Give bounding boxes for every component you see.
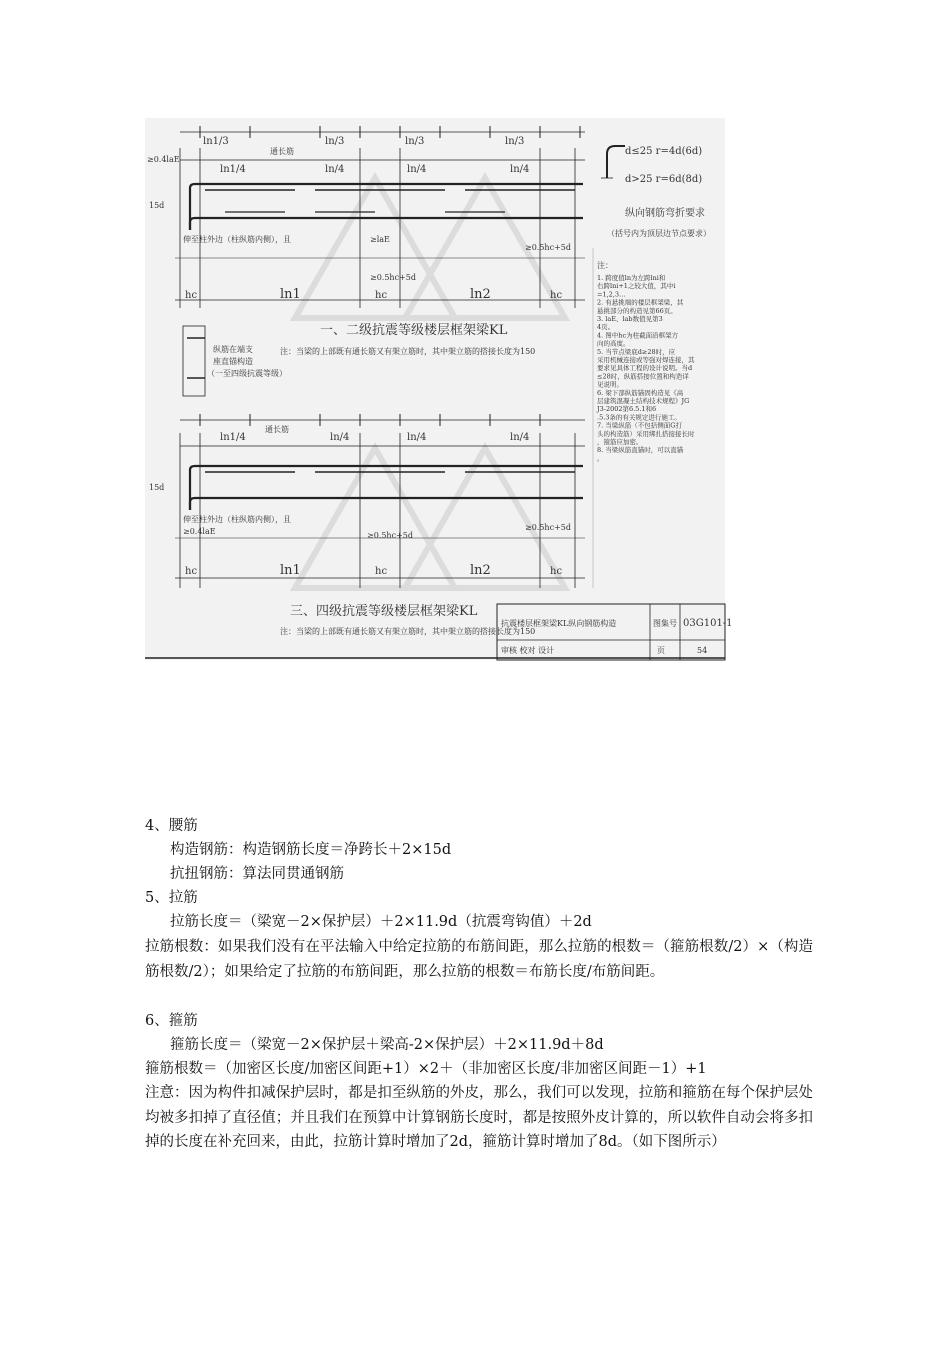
note-line-8: 8. 当梁纵筋直锚时，可以直锚 — [597, 446, 684, 455]
line-stirrup-count: 箍筋根数＝（加密区长度/加密区间距+1）×2＋（非加密区长度/非加密区间距－1）+1 — [145, 1061, 707, 1077]
label-05hc-top: ≥0.5hc+5d — [370, 273, 416, 282]
tb-atlas: 03G101-1 — [683, 618, 733, 629]
label-ln1-top: ln1 — [280, 287, 301, 302]
notes-list — [596, 273, 695, 462]
bend-sub: （括号内为顶层边节点要求） — [607, 229, 711, 238]
label-05hc-bottom: ≥0.5hc+5d — [367, 531, 413, 540]
note-line-4: 向的高度。 — [597, 339, 630, 348]
notes-title: 注： — [597, 261, 613, 270]
anchor-label-1: 纵筋在端支 — [213, 345, 253, 354]
label-15d-bottom: 15d — [149, 483, 165, 492]
title-top: 一、二级抗震等级楼层框架梁KL — [320, 323, 508, 338]
heading-waist-bar: 4、腰筋 — [145, 818, 198, 834]
label-lae-top: ≥laE — [370, 235, 390, 244]
label-hc-top-a: hc — [185, 290, 198, 301]
heading-tie-bar: 5、拉筋 — [145, 890, 198, 906]
note-line-3: 4页。 — [597, 323, 615, 332]
note-line-5: 见说明。 — [597, 380, 623, 389]
note-bottom: 注：当梁的上部既有通长筋又有架立筋时，其中架立筋的搭接长度为150 — [280, 627, 536, 636]
title-bottom: 三、四级抗震等级楼层框架梁KL — [290, 604, 478, 619]
beam-reinforcement-drawing — [145, 118, 733, 660]
label-ln1-bottom: ln1 — [280, 563, 301, 578]
note-line-2: 悬挑部分的构造见第66页。 — [597, 306, 677, 315]
dim-ln-3-a: ln/3 — [325, 136, 345, 147]
bend-detail — [601, 146, 625, 178]
label-05hc-top-r: ≥0.5hc+5d — [525, 243, 571, 252]
dim-ln-4-b: ln/4 — [407, 164, 427, 175]
drawing-svg — [145, 118, 733, 660]
note-line-8: 。 — [597, 454, 604, 463]
dim-ln1-3: ln1/3 — [203, 136, 229, 147]
label-15d-top: 15d — [149, 201, 165, 210]
label-zhi-bottom: 伸至柱外边（柱纵筋内侧），且 — [183, 515, 291, 524]
note-line-7: ，箍筋应加密。 — [597, 438, 643, 446]
dim-ln-4-c: ln/4 — [510, 164, 530, 175]
label-tongchang-bottom: 通长筋 — [265, 425, 289, 434]
label-hc-bottom-a: hc — [185, 566, 198, 577]
note-line-6: 层建筑混凝土结构技术规程》JG — [597, 397, 690, 405]
tb-row: 审核 校对 设计 — [501, 646, 555, 655]
dim-ln-4-b2b: ln/4 — [407, 432, 427, 443]
label-zhi-top: 伸至柱外边（柱纵筋内侧），且 — [183, 235, 291, 244]
line-construction-bar: 构造钢筋：构造钢筋长度＝净跨长＋2×15d — [170, 842, 452, 858]
bend-title: 纵向钢筋弯折要求 — [625, 208, 705, 219]
dim-ln-4-a: ln/4 — [325, 164, 345, 175]
note-line-3: 3. laE、lab数值见第3 — [597, 315, 663, 323]
label-ln2-bottom: ln2 — [470, 563, 491, 578]
note-line-1: =1,2,3… — [597, 290, 626, 299]
note-line-7: 7. 当梁纵筋（不包括侧面G打 — [597, 421, 682, 430]
label-hc-bottom-c: hc — [550, 566, 563, 577]
note-line-2: 2. 有悬挑端的楼层框架梁，其 — [597, 298, 684, 307]
dim-ln1-4: ln1/4 — [220, 164, 246, 175]
note-top: 注：当梁的上部既有通长筋又有架立筋时，其中架立筋的搭接长度为150 — [280, 347, 536, 356]
dim-ln-4-b2a: ln/4 — [330, 432, 350, 443]
bend-r1: d≤25 r=4d(6d) — [625, 146, 703, 157]
heading-stirrup: 6、箍筋 — [145, 1013, 198, 1029]
label-04lae-top: ≥0.4laE — [147, 155, 180, 164]
label-05hc-bottom-r: ≥0.5hc+5d — [525, 523, 571, 532]
note-line-4: 4. 图中hc为柱截面沿框架方 — [597, 331, 679, 340]
line-stirrup-length: 箍筋长度＝（梁宽－2×保护层＋梁高-2×保护层）＋2×11.9d＋8d — [170, 1037, 604, 1053]
tb-page-label: 页 — [657, 646, 665, 655]
tb-page: 54 — [697, 646, 708, 655]
dim-ln-4-b2c: ln/4 — [510, 432, 530, 443]
tb-atlas-label: 图集号 — [653, 619, 677, 628]
note-line-6: .5.3条的有关规定进行施工。 — [597, 413, 681, 422]
anchor-label-3: （一至四级抗震等级） — [207, 369, 287, 378]
bend-r2: d>25 r=6d(8d) — [625, 174, 703, 185]
tb-title: 抗震楼层框架梁KL纵向钢筋构造 — [501, 619, 617, 628]
label-04lae-bottom: ≥0.4laE — [183, 527, 216, 536]
para-note: 注意：因为构件扣减保护层时，都是扣至纵筋的外皮，那么，我们可以发现，拉筋和箍筋在每个保护层处均被多扣掉了直径值；并且我们在预算中计算钢筋长度时，都是按照外皮计算的，所以软件自动会将多扣掉的长度在补充回来，由此，拉筋计算时增加了2d，箍筋计算时增加了8d。（如下图所示） — [145, 1085, 813, 1150]
para-tie-count: 拉筋根数：如果我们没有在平法输入中给定拉筋的布筋间距，那么拉筋的根数＝（箍筋根数/2）×（构造筋根数/2）；如果给定了拉筋的布筋间距，那么拉筋的根数＝布筋长度/布筋间距。 — [145, 939, 813, 980]
line-tie-length: 拉筋长度＝（梁宽－2×保护层）＋2×11.9d（抗震弯钩值）＋2d — [170, 914, 592, 930]
note-line-5: 5. 当节点梁底d≥28时，应 — [597, 347, 676, 356]
anchor-label-2: 座直锚构造 — [213, 357, 253, 366]
label-hc-top-b: hc — [375, 290, 388, 301]
dim-ln1-4-b2: ln1/4 — [220, 432, 246, 443]
note-line-5: 采用机械连接或等强对焊连接，其 — [597, 356, 695, 364]
label-hc-top-c: hc — [550, 290, 563, 301]
line-torsion-bar: 抗扭钢筋：算法同贯通钢筋 — [170, 866, 344, 882]
label-hc-bottom-b: hc — [375, 566, 388, 577]
note-line-6: 6. 梁下部纵筋锚固构造见《高 — [597, 388, 684, 397]
note-line-5: 要求见具体工程的设计说明。当d — [597, 364, 693, 373]
dim-ln-3-c: ln/3 — [505, 136, 525, 147]
note-line-1: 1. 跨度值ln为左跨lni和 — [597, 274, 666, 282]
note-line-7: 头的构造筋）采用绑扎搭接接长时 — [597, 429, 695, 438]
note-line-5: ≤28时，纵筋搭接位置和构造详 — [597, 372, 689, 381]
label-tongchang-top: 通长筋 — [270, 147, 294, 156]
note-line-1: 右跨lni+1之较大值，其中i — [597, 282, 676, 291]
dim-ln-3-b: ln/3 — [405, 136, 425, 147]
note-line-6: J3-2002第6.5.1和6 — [597, 405, 657, 414]
label-ln2-top: ln2 — [470, 287, 491, 302]
